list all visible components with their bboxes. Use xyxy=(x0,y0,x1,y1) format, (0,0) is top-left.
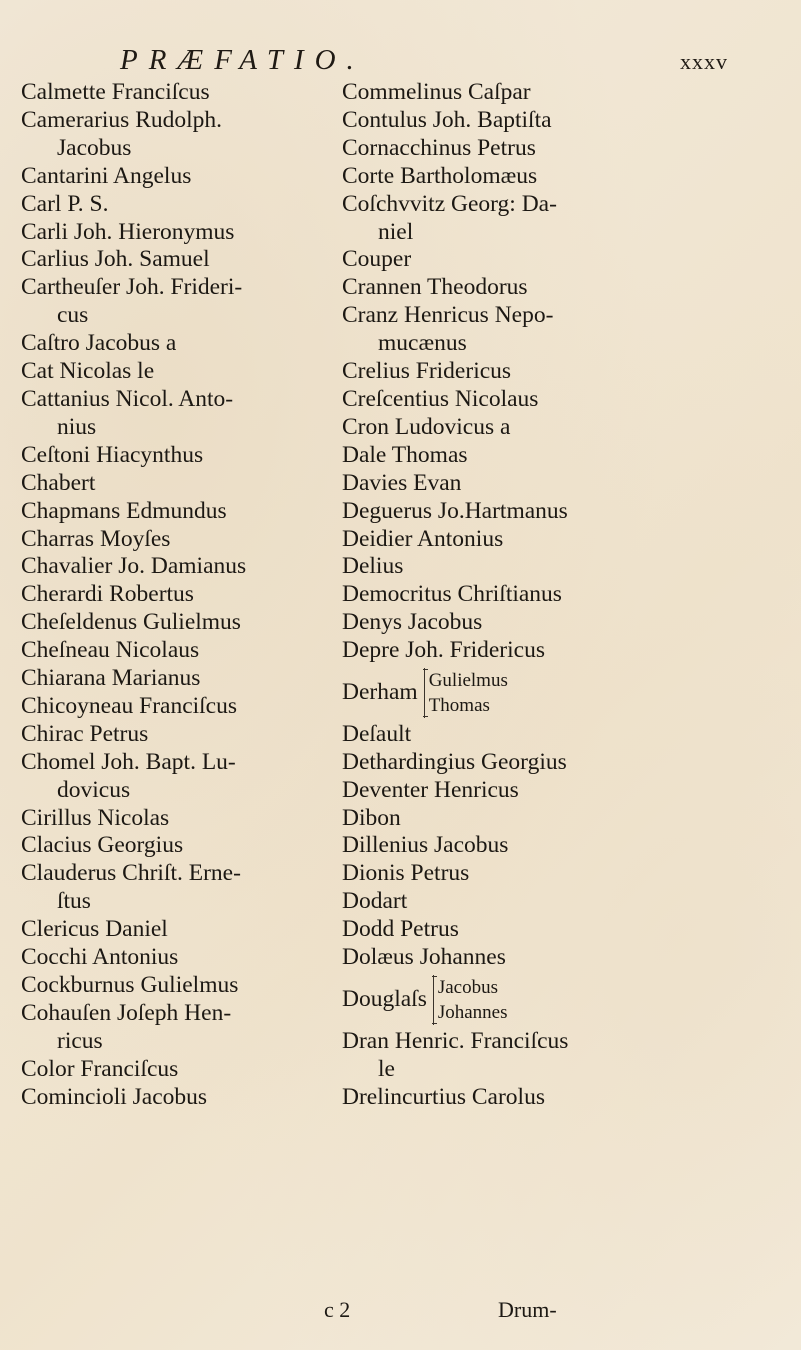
name-entry: Cohauſen Joſeph Hen- xyxy=(21,999,232,1026)
right-column-group-b xyxy=(342,721,672,972)
given-name: Thomas xyxy=(428,694,490,716)
name-entry: Deſault xyxy=(342,720,412,747)
name-entry: Cantarini Angelus xyxy=(21,162,192,189)
name-entry: Chicoyneau Franciſcus xyxy=(21,692,238,719)
name-entry: Charras Moyſes xyxy=(21,525,171,552)
name-entry: Carli Joh. Hieronymus xyxy=(21,218,235,245)
name-entry: Dodart xyxy=(342,888,408,915)
name-entry-continuation: Jacobus xyxy=(57,134,132,161)
name-entry-continuation: dovicus xyxy=(57,776,131,803)
name-entry: Cranz Henricus Nepo- xyxy=(342,302,554,329)
name-entry: Clacius Georgius xyxy=(21,832,184,859)
name-entry: Camerarius Rudolph. xyxy=(21,106,223,133)
name-entry: Cartheuſer Joh. Frideri- xyxy=(21,274,243,301)
name-entry-continuation: ſtus xyxy=(57,888,91,915)
name-entry: Chiarana Marianus xyxy=(21,665,201,692)
given-name: Johannes xyxy=(437,1001,508,1023)
name-entry: Cheſneau Nicolaus xyxy=(21,637,200,664)
name-entry: Cockburnus Gulielmus xyxy=(21,972,239,998)
name-entry: Dethardingius Georgius xyxy=(342,748,567,775)
name-entry: Crannen Theodorus xyxy=(342,274,528,301)
name-entry: Color Franciſcus xyxy=(21,1055,179,1082)
name-entry: Chavalier Jo. Damianus xyxy=(21,553,247,580)
right-name-column xyxy=(342,79,672,1112)
name-entry: Cirillus Nicolas xyxy=(21,804,170,831)
name-entry: Deventer Henricus xyxy=(342,776,519,803)
name-entry-continuation: mucænus xyxy=(378,330,467,357)
running-title: PRÆFATIO. xyxy=(120,44,365,76)
name-entry: Cron Ludovicus a xyxy=(342,413,511,440)
name-entry: Cocchi Antonius xyxy=(21,944,179,971)
name-entry: Dibon xyxy=(342,804,401,831)
brace-given-names xyxy=(424,668,508,718)
name-entry: Comincioli Jacobus xyxy=(21,1083,208,1110)
name-entry: Calmette Franciſcus xyxy=(21,79,210,105)
name-entry: Cherardi Robertus xyxy=(21,581,194,608)
name-entry: Commelinus Caſpar xyxy=(342,79,531,105)
braced-entry-derham xyxy=(342,665,672,721)
braced-surname: Douglaſs xyxy=(342,985,427,1012)
name-entry-continuation: le xyxy=(378,1055,395,1082)
name-entry: Corte Bartholomæus xyxy=(342,162,538,189)
name-entry: Cornacchinus Petrus xyxy=(342,134,536,161)
name-entry: Cattanius Nicol. Anto- xyxy=(21,385,234,412)
name-entry-continuation: niel xyxy=(378,218,414,245)
name-entry: Creſcentius Nicolaus xyxy=(342,385,539,412)
name-entry: Crelius Fridericus xyxy=(342,358,512,385)
signature-mark: c 2 xyxy=(324,1297,351,1322)
name-entry: Deguerus Jo.Hartmanus xyxy=(342,497,568,524)
name-entry: Chomel Joh. Bapt. Lu- xyxy=(21,748,236,775)
given-name: Jacobus xyxy=(437,976,499,998)
name-entry-continuation: nius xyxy=(57,413,97,440)
page-footer xyxy=(0,1297,801,1327)
name-entry-continuation: ricus xyxy=(57,1027,103,1054)
name-entry: Dale Thomas xyxy=(342,441,468,468)
right-column-group-c xyxy=(342,1028,672,1112)
name-entry: Dionis Petrus xyxy=(342,860,470,887)
catchword: Drum- xyxy=(498,1297,557,1322)
name-entry: Coſchvvitz Georg: Da- xyxy=(342,190,557,217)
name-entry: Carlius Joh. Samuel xyxy=(21,246,210,273)
name-entry: Denys Jacobus xyxy=(342,609,483,636)
braced-surname: Derham xyxy=(342,678,418,705)
name-entry: Drelincurtius Carolus xyxy=(342,1083,545,1110)
name-entry-continuation: cus xyxy=(57,302,89,329)
braced-entry-douglass xyxy=(342,972,672,1028)
name-entry: Dillenius Jacobus xyxy=(342,832,509,859)
name-entry: Contulus Joh. Baptiſta xyxy=(342,106,552,133)
name-entry: Democritus Chriſtianus xyxy=(342,581,562,608)
name-entry: Chirac Petrus xyxy=(21,720,149,747)
name-entry: Delius xyxy=(342,553,404,580)
name-entry: Deidier Antonius xyxy=(342,525,504,552)
right-column-group-a xyxy=(342,79,672,665)
name-entry: Cat Nicolas le xyxy=(21,358,155,385)
name-entry: Chabert xyxy=(21,469,96,496)
left-name-column xyxy=(21,79,321,1112)
page-number: xxxv xyxy=(680,49,728,74)
name-entry: Clauderus Chriſt. Erne- xyxy=(21,860,241,887)
name-entry: Carl P. S. xyxy=(21,190,109,217)
brace-given-names xyxy=(433,975,508,1025)
name-entry: Couper xyxy=(342,246,412,273)
name-entry: Dran Henric. Franciſcus xyxy=(342,1027,569,1054)
name-entry: Dodd Petrus xyxy=(342,916,459,943)
running-header xyxy=(0,44,801,78)
given-name: Gulielmus xyxy=(428,669,508,691)
name-entry: Davies Evan xyxy=(342,469,462,496)
name-entry: Depre Joh. Fridericus xyxy=(342,637,545,664)
name-entry: Chapmans Edmundus xyxy=(21,497,227,524)
name-entry: Dolæus Johannes xyxy=(342,944,506,971)
name-entry: Ceſtoni Hiacynthus xyxy=(21,441,204,468)
name-entry: Caſtro Jacobus a xyxy=(21,330,177,357)
name-entry: Cheſeldenus Gulielmus xyxy=(21,609,241,636)
name-entry: Clericus Daniel xyxy=(21,916,168,943)
